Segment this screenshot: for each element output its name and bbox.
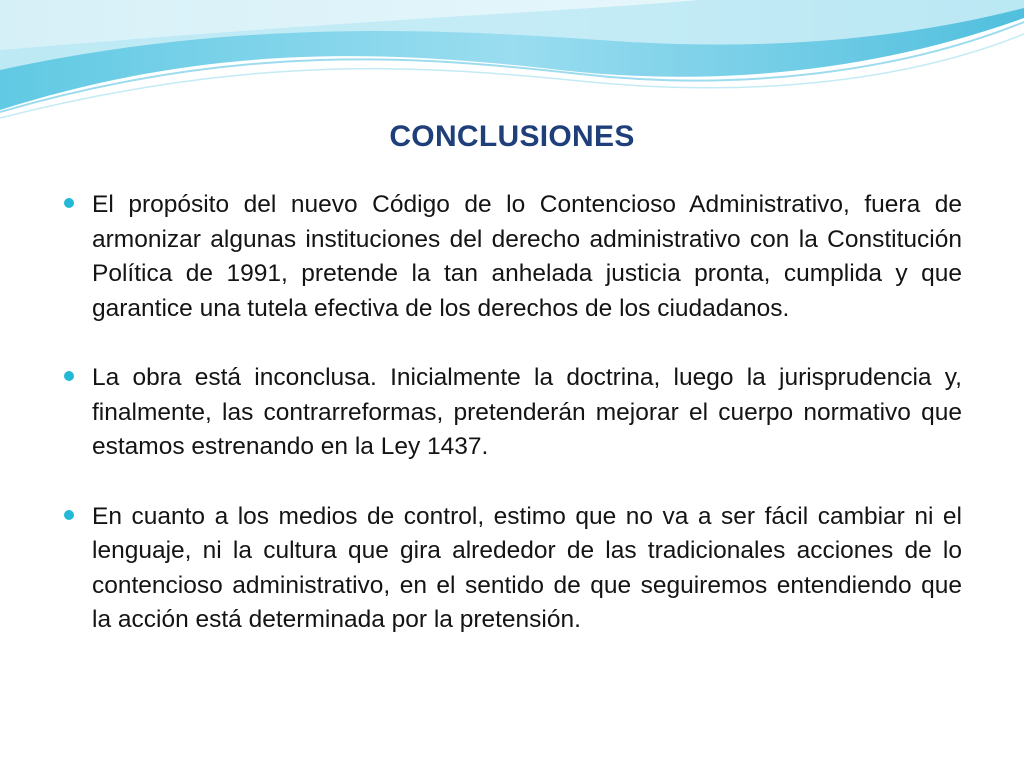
slide-title: CONCLUSIONES bbox=[389, 120, 635, 153]
header-wave-decoration bbox=[0, 0, 1024, 130]
bullet-item bbox=[62, 500, 962, 638]
bullet-text: En cuanto a los medios de control, estimo que no va a ser fácil cambiar ni el lenguaje, ni la cultura que gira alrededor de las tradicionales acciones de lo contencioso administrativo, en el sentido de que seguiremos entendiendo que la acción está determinada por la pretensión. bbox=[92, 502, 962, 633]
bullet-text: El propósito del nuevo Código de lo Contencioso Administrativo, fuera de armonizar algunas instituciones del derecho administrativo con la Constitución Política de 1991, pretende la tan anhelada justicia pronta, cumplida y que garantice una tutela efectiva de los derechos de los ciudadanos. bbox=[92, 191, 962, 322]
bullet-item bbox=[62, 361, 962, 465]
bullet-item bbox=[62, 188, 962, 326]
bullet-dot-icon bbox=[64, 371, 74, 381]
bullet-dot-icon bbox=[64, 198, 74, 208]
bullet-text: La obra está inconclusa. Inicialmente la doctrina, luego la jurisprudencia y, finalmente, las contrarreformas, pretenderán mejorar el cuerpo normativo que estamos estrenando en la Ley 1437. bbox=[92, 364, 962, 460]
bullet-list bbox=[62, 188, 962, 673]
bullet-dot-icon bbox=[64, 510, 74, 520]
